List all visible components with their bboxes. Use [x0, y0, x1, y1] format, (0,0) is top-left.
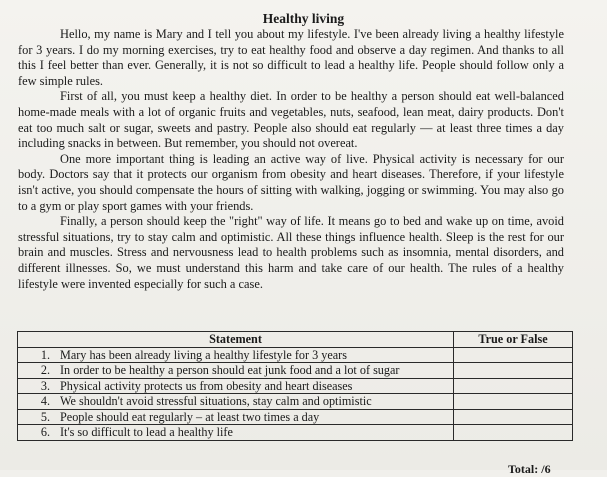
table-row	[18, 425, 573, 441]
table-row	[18, 378, 573, 394]
row-number: 3.	[18, 378, 57, 394]
row-statement: Mary has been already living a healthy lifestyle for 3 years	[56, 347, 454, 363]
true-false-header: True or False	[454, 332, 573, 348]
row-answer-cell[interactable]	[454, 425, 573, 441]
row-answer-cell[interactable]	[454, 363, 573, 379]
table-row	[18, 363, 573, 379]
row-answer-cell[interactable]	[454, 409, 573, 425]
total-score: Total: /6	[508, 462, 551, 476]
row-number: 1.	[18, 347, 57, 363]
paragraph-intro: Hello, my name is Mary and I tell you about my lifestyle. I've been already living a healthy lifestyle for 3 years. I do my morning exercises, try to eat healthy food and observe a day regimen. And thanks to all this I feel better than ever. Generally, it is not so difficult to lead a healthy life. People should follow only a few simple rules.	[18, 27, 564, 88]
row-answer-cell[interactable]	[454, 394, 573, 410]
paragraph-activity: One more important thing is leading an active way of live. Physical activity is necessary for our body. Doctors say that it protects our organism from obesity and heart diseases. Therefore, if your lifestyle isn't active, you should compensate the hours of sitting with walking, jogging or swimming. You may also go to a gym or play sport games with your friends.	[18, 151, 564, 213]
row-statement: In order to be healthy a person should eat junk food and a lot of sugar	[56, 363, 454, 379]
paragraph-way-of-life: Finally, a person should keep the "right" way of life. It means go to bed and wake up on time, avoid stressful situations, try to stay calm and optimistic. All these things influence health. Sleep is the rest for our brain and muscles. Stress and nervousness lead to health problems such as insomnia, mental disorders, and different illnesses. So, we must understand this harm and take care of our health. The rules of a healthy lifestyle were invented especially for such a case.	[18, 214, 564, 291]
table-row	[18, 394, 573, 410]
table-row	[18, 347, 573, 363]
true-false-table	[17, 331, 573, 441]
row-number: 5.	[18, 409, 57, 425]
statement-header: Statement	[18, 332, 454, 348]
row-statement: People should eat regularly – at least two times a day	[56, 409, 454, 425]
document-title: Healthy living	[262, 11, 345, 26]
row-answer-cell[interactable]	[454, 378, 573, 394]
row-answer-cell[interactable]	[454, 347, 573, 363]
row-statement: It's so difficult to lead a healthy life	[56, 425, 454, 441]
row-statement: We shouldn't avoid stressful situations, stay calm and optimistic	[56, 394, 454, 410]
row-number: 6.	[18, 425, 57, 441]
table-header-row	[18, 332, 573, 348]
row-number: 4.	[18, 394, 57, 410]
row-number: 2.	[18, 363, 57, 379]
table-row	[18, 409, 573, 425]
paragraph-diet: First of all, you must keep a healthy diet. In order to be healthy a person should eat well-balanced home-made meals with a lot of organic fruits and vegetables, nuts, seafood, lean meat, dairy products. Don't eat too much salt or sugar, sweets and pastry. People also should eat regularly — at least three times a day including snacks in between. But remember, you should not overeat.	[18, 89, 564, 151]
reading-text	[18, 27, 564, 292]
row-statement: Physical activity protects us from obesity and heart diseases	[56, 378, 454, 394]
